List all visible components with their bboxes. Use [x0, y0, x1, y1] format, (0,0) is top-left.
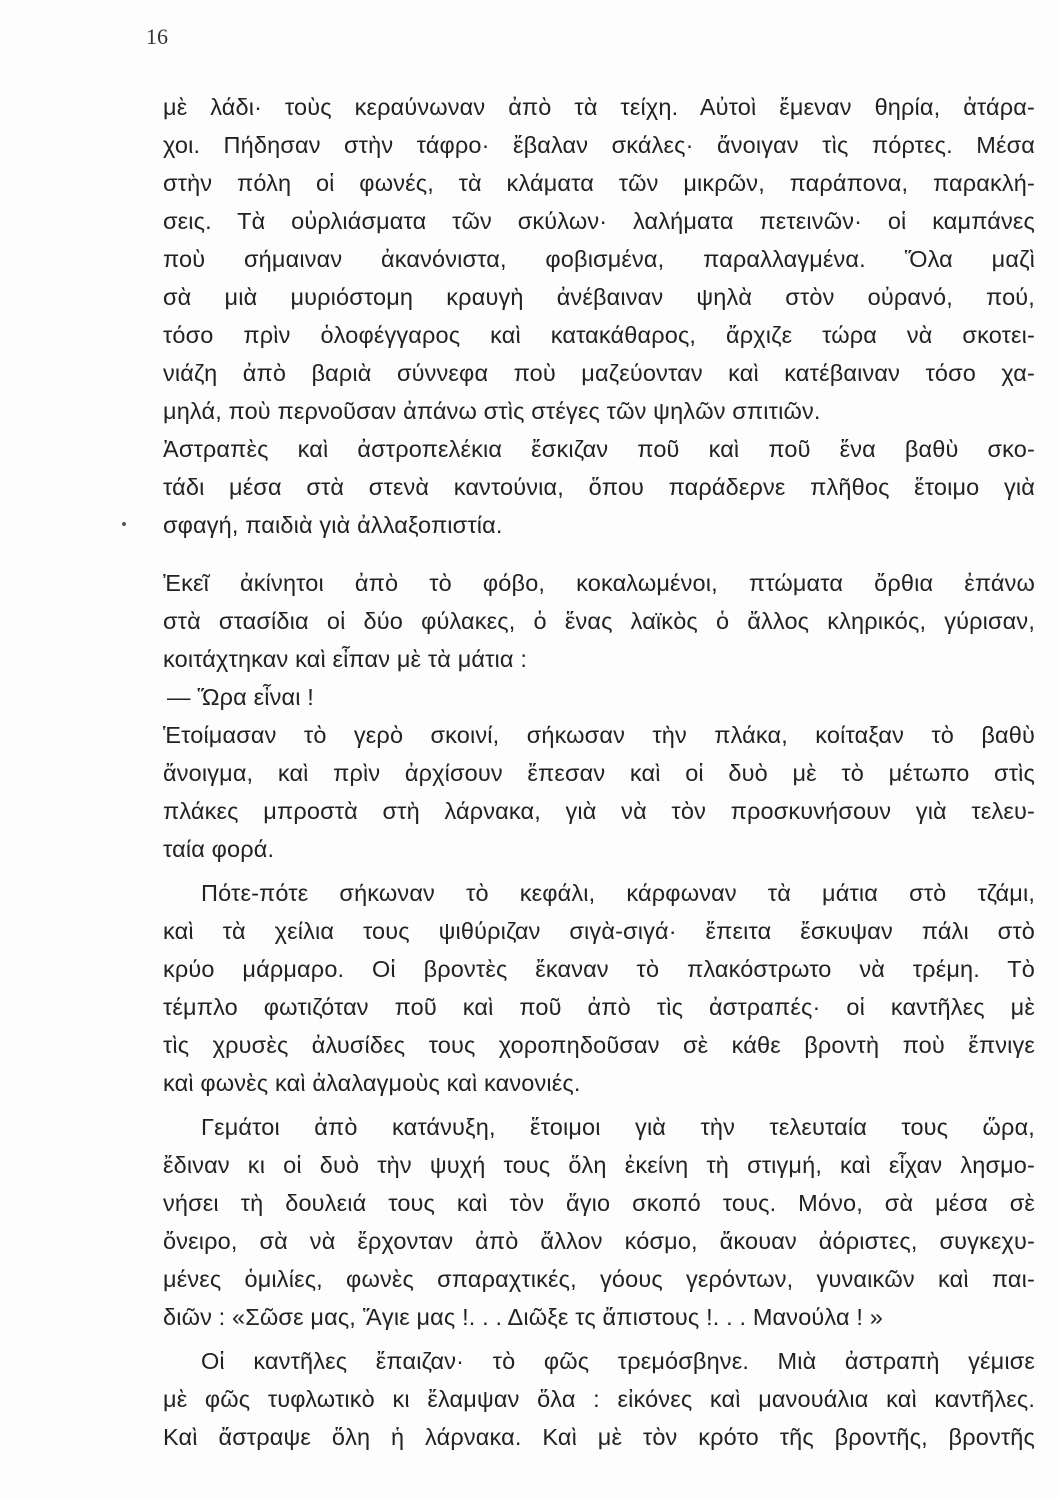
text-line: καὶ τὰ χείλια τους ψιθύριζαν σιγὰ-σιγά· ἔπειτα ἔσκυψαν πάλι στὸ: [163, 918, 1035, 944]
text-line: μὲ λάδι· τοὺς κεραύνωναν ἀπὸ τὰ τείχη. Αὐτοὶ ἔμεναν θηρία, ἀτάρα-: [163, 94, 1035, 120]
text-line: Καὶ ἄστραψε ὅλη ἡ λάρνακα. Καὶ μὲ τὸν κρότο τῆς βροντῆς, βροντῆς: [163, 1424, 1035, 1450]
text-line: τάδι μέσα στὰ στενὰ καντούνια, ὅπου παράδερνε πλῆθος ἕτοιμο γιὰ: [163, 474, 1035, 500]
text-line: τόσο πρὶν ὁλοφέγγαρος καὶ κατακάθαρος, ἄρχιζε τώρα νὰ σκοτει-: [163, 322, 1035, 348]
text-line: χοι. Πήδησαν στὴν τάφρο· ἔβαλαν σκάλες· ἄνοιγαν τὶς πόρτες. Μέσα: [163, 132, 1035, 158]
text-line: τέμπλο φωτιζόταν ποῦ καὶ ποῦ ἀπὸ τὶς ἀστραπές· οἱ καντῆλες μὲ: [163, 994, 1035, 1020]
text-line: ταία φορά.: [163, 836, 275, 862]
page-number: 16: [146, 24, 168, 49]
text-line: ἄνοιγμα, καὶ πρὶν ἀρχίσουν ἔπεσαν καὶ οἱ δυὸ μὲ τὸ μέτωπο στὶς: [163, 760, 1035, 786]
text-line: σὰ μιὰ μυριόστομη κραυγὴ ἀνέβαιναν ψηλὰ στὸν οὐρανό, πού,: [163, 284, 1035, 310]
paragraph-gap: [163, 544, 1035, 564]
text-line: πλάκες μπροστὰ στὴ λάρνακα, γιὰ νὰ τὸν προσκυνήσουν γιὰ τελευ-: [163, 798, 1035, 824]
text-line: Γεμάτοι ἀπὸ κατάνυξη, ἕτοιμοι γιὰ τὴν τελευταία τους ὥρα,: [201, 1114, 1035, 1140]
text-line: Ἀστραπὲς καὶ ἀστροπελέκια ἔσκιζαν ποῦ καὶ ποῦ ἕνα βαθὺ σκο-: [163, 436, 1035, 462]
text-line: ἔδιναν κι οἱ δυὸ τὴν ψυχή τους ὅλη ἐκείνη τὴ στιγμή, καὶ εἶχαν λησμο-: [163, 1152, 1035, 1178]
text-line: στὴν πόλη οἱ φωνές, τὰ κλάματα τῶν μικρῶν, παράπονα, παρακλή-: [163, 170, 1035, 196]
text-line: Ἐκεῖ ἀκίνητοι ἀπὸ τὸ φόβο, κοκαλωμένοι, πτώματα ὄρθια ἐπάνω: [163, 570, 1035, 596]
text-line: μὲ φῶς τυφλωτικὸ κι ἔλαμψαν ὅλα : εἰκόνες καὶ μανουάλια καὶ καντῆλες.: [163, 1386, 1035, 1412]
text-line: καὶ φωνὲς καὶ ἀλαλαγμοὺς καὶ κανονιές.: [163, 1070, 581, 1096]
text-line: νιάζη ἀπὸ βαριὰ σύννεφα ποὺ μαζεύονταν καὶ κατέβαιναν τόσο χα-: [163, 360, 1035, 386]
text-line: μηλά, ποὺ περνοῦσαν ἀπάνω στὶς στέγες τῶν ψηλῶν σπιτιῶν.: [163, 398, 821, 424]
text-line: σφαγή, παιδιὰ γιὰ ἀλλαξοπιστία.: [163, 512, 503, 538]
text-line: διῶν : «Σῶσε μας, Ἅγιε μας !. . . Διῶξε τς ἄπιστους !. . . Μανούλα ! »: [163, 1304, 883, 1330]
text-line: Πότε-πότε σήκωναν τὸ κεφάλι, κάρφωναν τὰ μάτια στὸ τζάμι,: [201, 880, 1035, 906]
text-line: κρύο μάρμαρο. Οἱ βροντὲς ἔκαναν τὸ πλακόστρωτο νὰ τρέμη. Τὸ: [163, 956, 1035, 982]
text-line: κοιτάχτηκαν καὶ εἶπαν μὲ τὰ μάτια :: [163, 646, 528, 672]
margin-mark: [122, 522, 126, 526]
text-line: νήσει τὴ δουλειά τους καὶ τὸν ἅγιο σκοπό τους. Μόνο, σὰ μέσα σὲ: [163, 1190, 1035, 1216]
text-line: στὰ στασίδια οἱ δύο φύλακες, ὁ ἕνας λαϊκὸς ὁ ἄλλος κληρικός, γύρισαν,: [163, 608, 1035, 634]
text-line: Οἱ καντῆλες ἔπαιζαν· τὸ φῶς τρεμόσβηνε. Μιὰ ἀστραπὴ γέμισε: [201, 1348, 1035, 1374]
text-line: σεις. Τὰ οὐρλιάσματα τῶν σκύλων· λαλήματα πετεινῶν· οἱ καμπάνες: [163, 208, 1035, 234]
text-line: μένες ὁμιλίες, φωνὲς σπαραχτικές, γόους γερόντων, γυναικῶν καὶ παι-: [163, 1266, 1035, 1292]
text-line: ποὺ σήμαιναν ἀκανόνιστα, φοβισμένα, παραλλαγμένα. Ὅλα μαζὶ: [163, 246, 1035, 272]
text-line: τὶς χρυσὲς ἀλυσίδες τους χοροπηδοῦσαν σὲ κάθε βροντὴ ποὺ ἔπνιγε: [163, 1032, 1035, 1058]
text-line: ὄνειρο, σὰ νὰ ἔρχονταν ἀπὸ ἄλλον κόσμο, ἄκουαν ἀόριστες, συγκεχυ-: [163, 1228, 1035, 1254]
text-line: Ἑτοίμασαν τὸ γερὸ σκοινί, σήκωσαν τὴν πλάκα, κοίταξαν τὸ βαθὺ: [163, 722, 1035, 748]
dialog-line: — Ὥρα εἶναι !: [167, 684, 314, 710]
body-text: [163, 88, 1035, 1456]
